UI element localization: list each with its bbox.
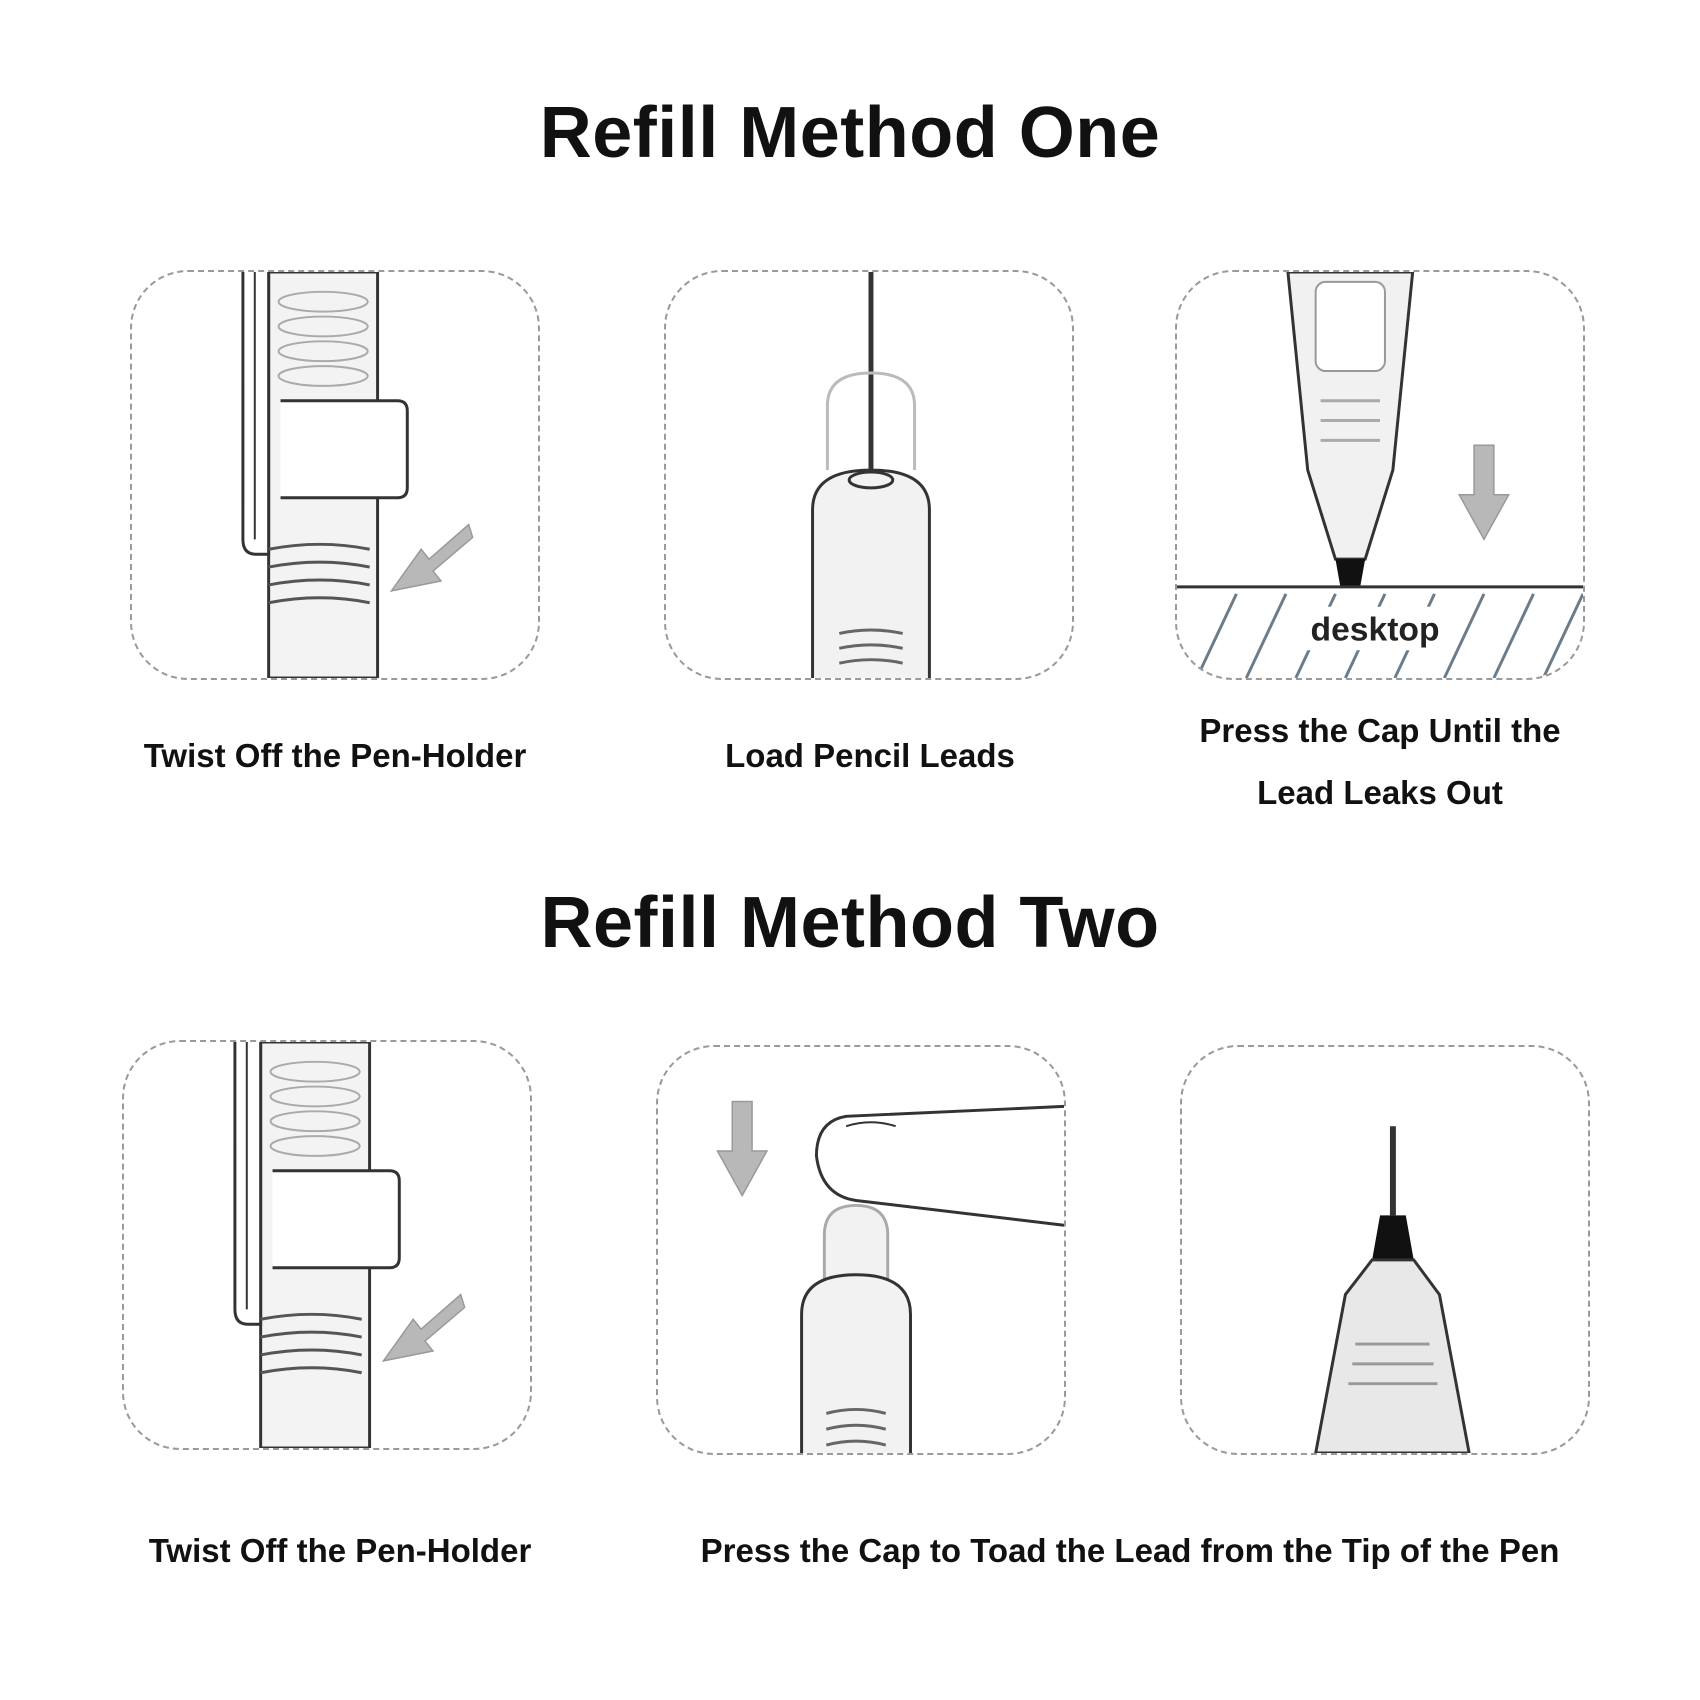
gray-arrow-icon (717, 1101, 767, 1195)
step-twist-off-panel (130, 270, 540, 680)
step-press-cap-caption-two: Press the Cap to Toad the Lead from the Tip of the Pen (700, 1532, 1560, 1569)
pen-holder-illustration (124, 1042, 530, 1448)
gray-arrow-icon (391, 525, 472, 591)
step-press-cap-caption-line2: Lead Leaks Out (1257, 774, 1503, 811)
step-load-leads-panel (664, 270, 1074, 680)
desktop-label: desktop (1310, 611, 1440, 649)
pen-tip-illustration (1182, 1047, 1588, 1453)
pen-holder-illustration (132, 272, 538, 678)
method-two-title: Refill Method Two (540, 883, 1160, 963)
step-load-leads-caption: Load Pencil Leads (725, 737, 1015, 774)
step-twist-off-caption: Twist Off the Pen-Holder (143, 737, 527, 774)
finger-press-illustration (658, 1047, 1064, 1453)
press-cap-illustration (1177, 272, 1583, 678)
method-one-title: Refill Method One (539, 93, 1161, 173)
step-twist-off-panel-two (122, 1040, 532, 1450)
step-lead-out-panel (1180, 1045, 1590, 1455)
gray-arrow-icon (383, 1295, 464, 1361)
step-press-cap-panel (1175, 270, 1585, 680)
gray-arrow-icon (1459, 445, 1509, 539)
step-press-cap-caption-line1: Press the Cap Until the (1199, 712, 1561, 749)
load-leads-illustration (666, 272, 1072, 678)
step-twist-off-caption-two: Twist Off the Pen-Holder (148, 1532, 532, 1569)
step-press-cap-panel-two (656, 1045, 1066, 1455)
